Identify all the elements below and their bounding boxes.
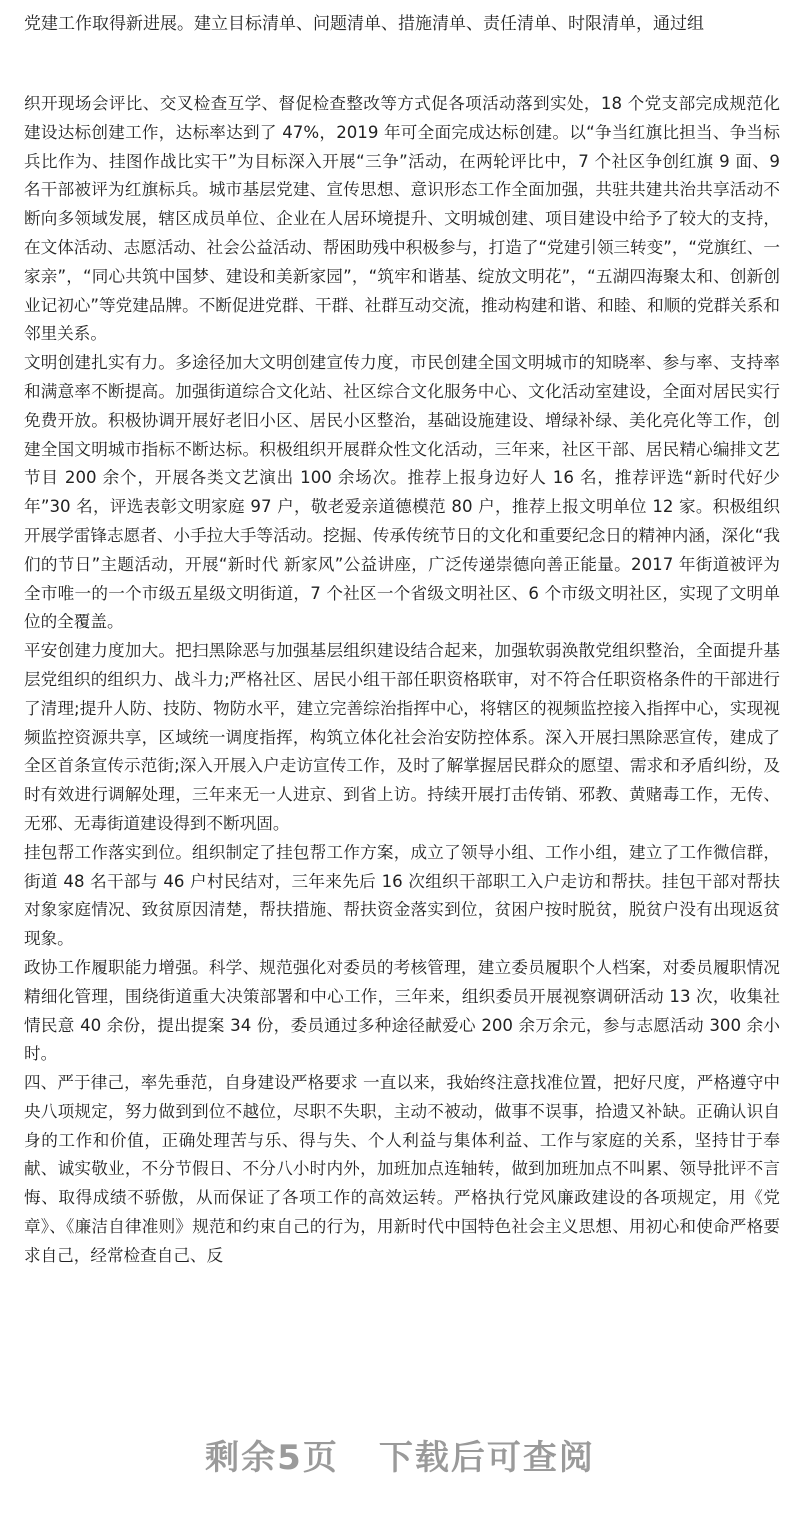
paragraph: 文明创建扎实有力。多途径加大文明创建宣传力度，市民创建全国文明城市的知晓率、参与率、支持率和满意率不断提高。加强街道综合文化站、社区综合文化服务中心、文化活动室建设，全面对居民实行免费开放。积极协调开展好老旧小区、居民小区整治，基础设施建设、增绿补绿、美化亮化等工作，创建全国文明城市指标不断达标。积极组织开展群众性文化活动，三年来，社区干部、居民精心编排文艺节目 200 余个，开展各类文艺演出 100 余场次。推荐上报身边好人 16 名，推荐评选“新时代好少年”30 名，评选表彰文明家庭 97 户，敬老爱亲道德模范 80 户，推荐上报文明单位 12 家。积极组织开展学雷锋志愿者、小手拉大手等活动。挖掘、传承传统节日的文化和重要纪念日的精神内涵，深化“我们的节日”主题活动，开展“新时代 新家风”公益讲座，广泛传递崇德向善正能量。2017 年街道被评为全市唯一的一个市级五星级文明街道，7 个社区一个省级文明社区、6 个市级文明社区，实现了文明单位的全覆盖。 xyxy=(24,353,780,632)
document-first-line: 党建工作取得新进展。建立目标清单、问题清单、措施清单、责任清单、时限清单，通过组 xyxy=(24,14,704,34)
remaining-pages-label: 剩余5页 xyxy=(205,1438,339,1478)
paragraph: 四、严于律己，率先垂范，自身建设严格要求 一直以来，我始终注意找准位置，把好尺度，严格遵守中央八项规定，努力做到到位不越位，尽职不失职，主动不被动，做事不误事，拾遗又补缺。正确认识自身的工作和价值，正确处理苦与乐、得与失、个人利益与集体利益、工作与家庭的关系，坚持甘于奉献、诚实敬业，不分节假日、不分八小时内外，加班加点连轴转，做到加班加点不叫累、领导批评不言悔、取得成绩不骄傲，从而保证了各项工作的高效运转。严格执行党风廉政建设的各项规定，用《党章》、《廉洁自律准则》规范和约束自己的行为，用新时代中国特色社会主义思想、用初心和使命严格要求自己，经常检查自己、反 xyxy=(24,1073,780,1265)
download-to-view-button[interactable] xyxy=(185,1430,615,1479)
paragraph: 挂包帮工作落实到位。组织制定了挂包帮工作方案，成立了领导小组、工作小组，建立了工作微信群，街道 48 名干部与 46 户村民结对，三年来先后 16 次组织干部职工入户走访和帮扶。挂包干部对帮扶对象家庭情况、致贫原因清楚，帮扶措施、帮扶资金落实到位，贫困户按时脱贫，脱贫户没有出现返贫现象。 xyxy=(24,842,780,949)
download-prompt-label: 下载后可查阅 xyxy=(378,1438,595,1478)
paragraph: 政协工作履职能力增强。科学、规范强化对委员的考核管理，建立委员履职个人档案，对委员履职情况精细化管理，围绕街道重大决策部署和中心工作，三年来，组织委员开展视察调研活动 13 次，收集社情民意 40 余份，提出提案 34 份，委员通过多种途径献爱心 200 余万余元，参与志愿活动 300 余小时。 xyxy=(24,957,780,1064)
paragraph: 平安创建力度加大。把扫黑除恶与加强基层组织建设结合起来，加强软弱涣散党组织整治，全面提升基层党组织的组织力、战斗力;严格社区、居民小组干部任职资格联审，对不符合任职资格条件的干部进行了清理;提升人防、技防、物防水平，建立完善综治指挥中心，将辖区的视频监控接入指挥中心，实现视频监控资源共享，区域统一调度指挥，构筑立体化社会治安防控体系。深入开展扫黑除恶宣传，建成了全区首条宣传示范街;深入开展入户走访宣传工作，及时了解掌握居民群众的愿望、需求和矛盾纠纷，及时有效进行调解处理，三年来无一人进京、到省上访。持续开展打击传销、邪教、黄赌毒工作，无传、无邪、无毒街道建设得到不断巩固。 xyxy=(24,641,780,833)
document-body xyxy=(24,90,780,1271)
preview-footer xyxy=(0,1420,800,1500)
paragraph: 织开现场会评比、交叉检查互学、督促检查整改等方式促各项活动落到实处，18 个党支部完成规范化建设达标创建工作，达标率达到了 47%，2019 年可全面完成达标创建。以“争当红旗比担当、争当标兵比作为、挂图作战比实干”为目标深入开展“三争”活动，在两轮评比中，7 个社区争创红旗 9 面、9 名干部被评为红旗标兵。城市基层党建、宣传思想、意识形态工作全面加强，共驻共建共治共享活动不断向多领域发展，辖区成员单位、企业在人居环境提升、文明城创建、项目建设中给予了较大的支持，在文体活动、志愿活动、社会公益活动、帮困助残中积极参与，打造了“党建引领三转变”，“党旗红、一家亲”，“同心共筑中国梦、建设和美新家园”，“筑牢和谐基、绽放文明花”，“五湖四海聚太和、创新创业记初心”等党建品牌。不断促进党群、干群、社群互动交流，推动构建和谐、和睦、和顺的党群关系和邻里关系。 xyxy=(24,94,780,344)
